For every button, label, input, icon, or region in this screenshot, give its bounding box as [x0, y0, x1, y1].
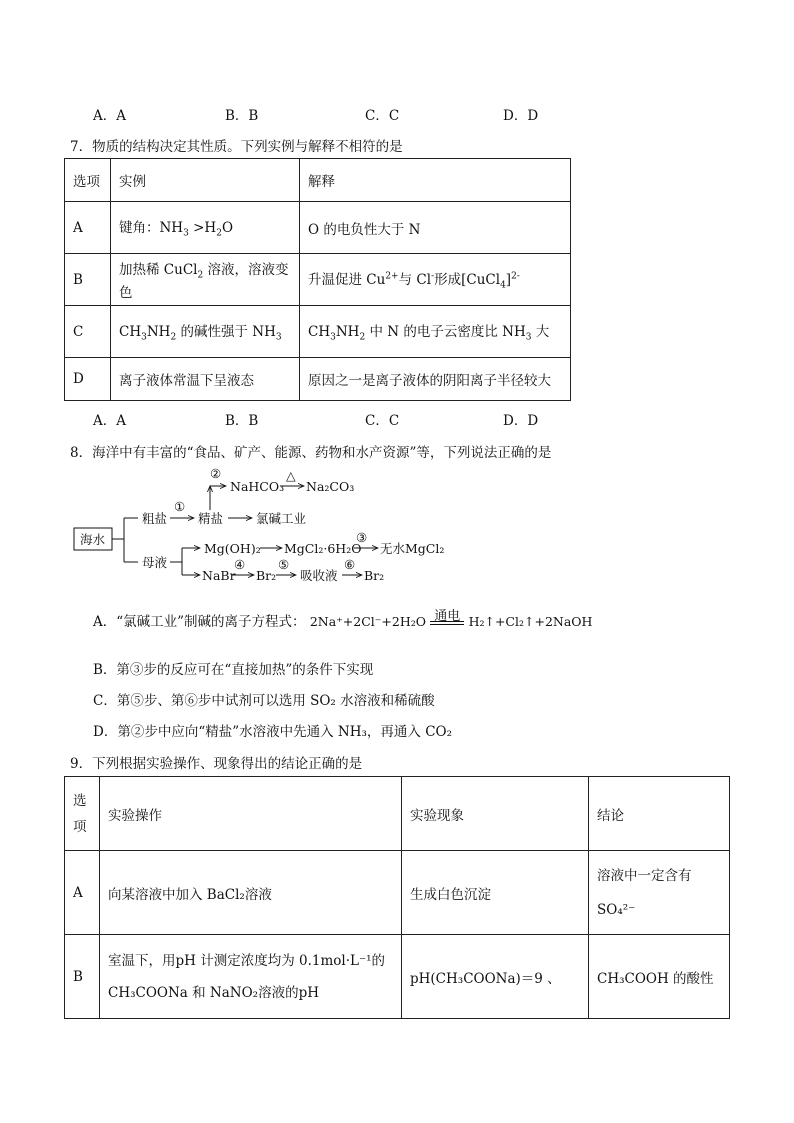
q7-row-b-explain: 升温促进 $Cu^{2+}$与 Cl-形成[CuCl$_4$]$^{2-}$: [300, 254, 571, 306]
q9-row-a-option: A: [65, 851, 100, 935]
table-row: [65, 306, 571, 358]
q9-stem: 9．下列根据实验操作、现象得出的结论正确的是: [70, 756, 363, 772]
seawater-label: 海水: [80, 532, 106, 547]
equation-right: H₂↑+Cl₂↑+2NaOH: [468, 614, 593, 629]
q7-row-a-example: 键角：$NH_3 >H_2O$: [111, 202, 300, 254]
q9-header-phenomenon: 实验现象: [402, 777, 589, 851]
nabr-label: NaBr: [202, 568, 236, 583]
q7-option-b[interactable]: B．B: [225, 413, 259, 429]
mother-liquor-label: 母液: [142, 555, 168, 570]
step-4-label: ④: [234, 557, 246, 572]
q6-option-d[interactable]: D．D: [503, 108, 539, 124]
q7-row-d-example: 离子液体常温下呈液态: [111, 358, 300, 401]
q8-option-b[interactable]: B．第③步的反应可在“直接加热”的条件下实现: [93, 662, 374, 678]
table-row: [65, 254, 571, 306]
q6-options: [93, 104, 653, 124]
q9-header-operation: 实验操作: [100, 777, 402, 851]
na2co3-label: Na₂CO₃: [306, 479, 355, 494]
heat-symbol: △: [286, 468, 296, 483]
q9-row-b-operation: 室温下，用pH 计测定浓度均为 0.1mol·L⁻¹的 CH₃COONa 和 NaNO₂溶液的pH: [100, 935, 402, 1019]
q7-row-d-option: D: [65, 358, 111, 401]
anhydrous-mgcl2-label: 无水MgCl₂: [380, 541, 445, 556]
q7-row-d-explain: 原因之一是离子液体的阴阳离子半径较大: [300, 358, 571, 401]
absorbent-label: 吸收液: [300, 568, 338, 583]
q7-row-c-option: C: [65, 306, 111, 358]
q7-table: [64, 158, 571, 401]
crude-salt-label: 粗盐: [142, 511, 168, 526]
equation-condition: 通电: [430, 621, 464, 630]
q7-row-b-example: 加热稀 CuCl$_2$ 溶液，溶液变色: [111, 254, 300, 306]
q9-row-b-option: B: [65, 935, 100, 1019]
q7-option-c[interactable]: C．C: [365, 413, 400, 429]
q7-option-d[interactable]: D．D: [503, 413, 539, 429]
q9-row-b-conclusion: CH₃COOH 的酸性: [589, 935, 730, 1019]
nahco3-label: NaHCO₃: [230, 479, 285, 494]
br2-label: Br₂: [256, 568, 277, 583]
q8-flow-diagram: [70, 466, 470, 588]
step-6-label: ⑥: [344, 557, 356, 572]
q6-option-c[interactable]: C．C: [365, 108, 400, 124]
q9-row-b-phenomenon: pH(CH₃COONa)＝9 、: [402, 935, 589, 1019]
table-row: [65, 202, 571, 254]
br2-product-label: Br₂: [364, 568, 385, 583]
q7-row-c-example: $CH_3NH_2$ 的碱性强于 $NH_3$: [111, 306, 300, 358]
step-1-label: ①: [174, 499, 186, 514]
q7-row-a-explain: O 的电负性大于 N: [300, 202, 571, 254]
q6-option-a[interactable]: A．A: [93, 108, 126, 124]
q7-stem: 7．物质的结构决定其性质。下列实例与解释不相符的是: [70, 139, 403, 155]
q9-row-a-operation: 向某溶液中加入 BaCl₂溶液: [100, 851, 402, 935]
q8-option-c[interactable]: C．第⑤步、第⑥步中试剂可以选用 SO₂ 水溶液和稀硫酸: [93, 693, 435, 709]
q9-table: [64, 776, 730, 1019]
table-row: [65, 358, 571, 401]
q6-option-b[interactable]: B．B: [225, 108, 259, 124]
q7-option-a[interactable]: A．A: [93, 413, 126, 429]
mgcl2-hydrate-label: MgCl₂·6H₂O: [284, 541, 362, 556]
q7-row-c-explain: $CH_3NH_2$ 中 N 的电子云密度比 $NH_3$ 大: [300, 306, 571, 358]
step-2-label: ②: [210, 466, 222, 481]
step-3-label: ③: [356, 530, 368, 545]
q7-options: [93, 409, 653, 429]
q9-header-conclusion: 结论: [589, 777, 730, 851]
mgoh2-label: Mg(OH)₂: [204, 541, 261, 556]
q7-row-a-option: A: [65, 202, 111, 254]
equation-left: 2Na⁺+2Cl⁻+2H₂O: [309, 614, 426, 629]
step-5-label: ⑤: [278, 557, 290, 572]
q9-header-option: 选 项: [65, 777, 100, 851]
q7-row-b-option: B: [65, 254, 111, 306]
q9-row-a-conclusion: 溶液中一定含有 SO₄²⁻: [589, 851, 730, 935]
q7-header-explain: 解释: [300, 159, 571, 202]
q8-option-d[interactable]: D．第②步中应向“精盐”水溶液中先通入 NH₃，再通入 CO₂: [93, 724, 453, 740]
refined-salt-label: 精盐: [198, 511, 224, 526]
q9-row-a-phenomenon: 生成白色沉淀: [402, 851, 589, 935]
chlor-alkali-label: 氯碱工业: [256, 511, 307, 526]
q8-stem: 8．海洋中有丰富的“食品、矿产、能源、药物和水产资源”等，下列说法正确的是: [70, 445, 552, 461]
q7-header-option: 选项: [65, 159, 111, 202]
table-row: [65, 935, 730, 1019]
q8-option-a[interactable]: A．“氯碱工业”制碱的离子方程式： 2Na⁺+2Cl⁻+2H₂O 通电 H₂↑+Cl₂↑+2NaOH: [93, 609, 593, 630]
q7-header-example: 实例: [111, 159, 300, 202]
table-row: [65, 851, 730, 935]
